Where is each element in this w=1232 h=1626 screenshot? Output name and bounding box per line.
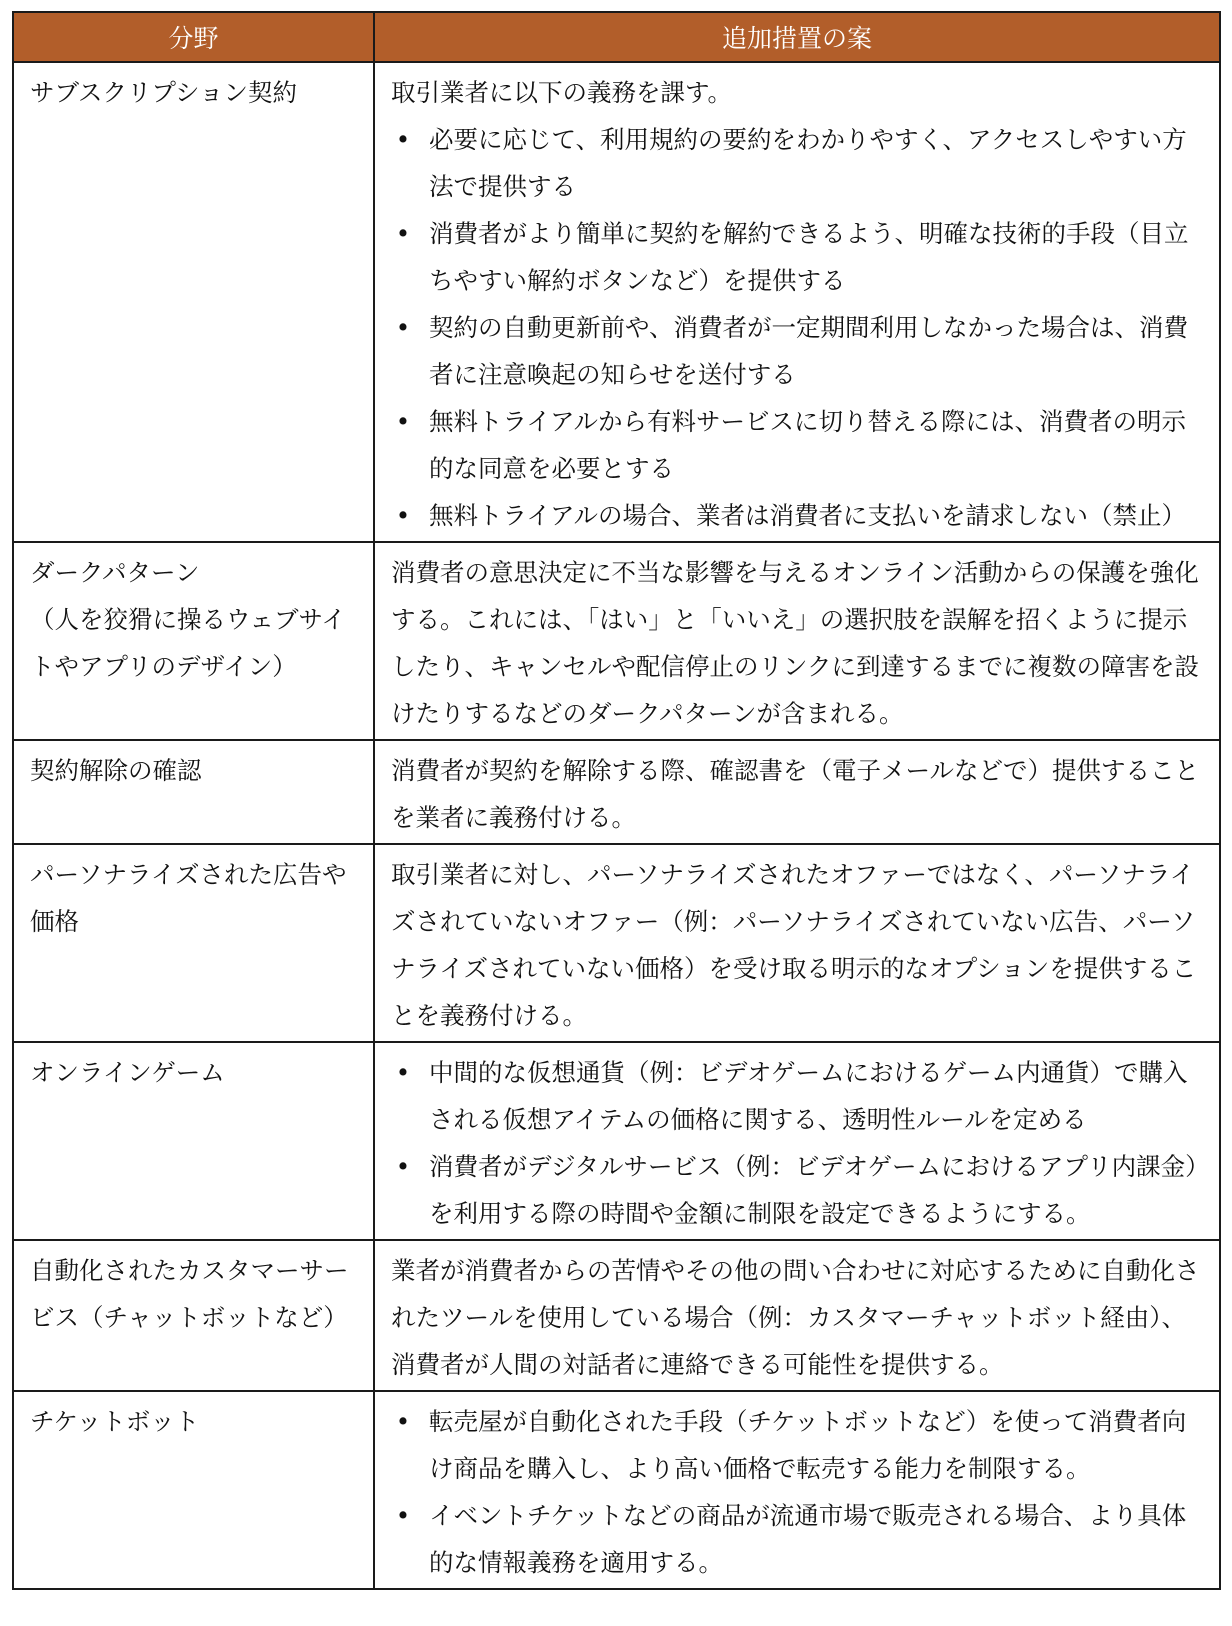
table-row bbox=[13, 1391, 1220, 1589]
list-item: • 無料トライアルの場合、業者は消費者に支払いを請求しない（禁止） bbox=[391, 492, 1207, 539]
list-item: • イベントチケットなどの商品が流通市場で販売される場合、より具体的な情報義務を適用する。 bbox=[391, 1492, 1207, 1586]
bullet-icon: • bbox=[395, 125, 411, 154]
table-row bbox=[13, 1042, 1220, 1240]
bullet-icon: • bbox=[395, 1407, 411, 1436]
bullet-icon: • bbox=[395, 407, 411, 436]
category-cell: オンラインゲーム bbox=[13, 1042, 374, 1240]
measure-cell bbox=[374, 1391, 1220, 1589]
header-measures: 追加措置の案 bbox=[374, 12, 1220, 62]
measure-intro: 取引業者に以下の義務を課す。 bbox=[391, 78, 733, 107]
list-item: • 転売屋が自動化された手段（チケットボットなど）を使って消費者向け商品を購入し、より高い価格で転売する能力を制限する。 bbox=[391, 1398, 1207, 1492]
category-cell: 契約解除の確認 bbox=[13, 740, 374, 844]
table-row bbox=[13, 740, 1220, 844]
measures-table bbox=[12, 11, 1221, 1590]
category-cell: チケットボット bbox=[13, 1391, 374, 1589]
list-item: • 消費者がデジタルサービス（例：ビデオゲームにおけるアプリ内課金）を利用する際の時間や金額に制限を設定できるようにする。 bbox=[391, 1143, 1207, 1237]
category-cell: パーソナライズされた広告や価格 bbox=[13, 844, 374, 1042]
list-item: • 無料トライアルから有料サービスに切り替える際には、消費者の明示的な同意を必要とする bbox=[391, 398, 1207, 492]
table-row bbox=[13, 542, 1220, 740]
table-header-row bbox=[13, 12, 1220, 62]
measure-list bbox=[391, 1398, 1207, 1586]
list-item: • 必要に応じて、利用規約の要約をわかりやすく、アクセスしやすい方法で提供する bbox=[391, 116, 1207, 210]
bullet-icon: • bbox=[395, 1501, 411, 1530]
bullet-icon: • bbox=[395, 1152, 411, 1181]
measure-cell: 業者が消費者からの苦情やその他の問い合わせに対応するために自動化されたツールを使用している場合（例：カスタマーチャットボット経由）、消費者が人間の対話者に連絡できる可能性を提供する。 bbox=[374, 1240, 1220, 1391]
bullet-icon: • bbox=[395, 219, 411, 248]
list-item: • 消費者がより簡単に契約を解約できるよう、明確な技術的手段（目立ちやすい解約ボタンなど）を提供する bbox=[391, 210, 1207, 304]
measure-cell bbox=[374, 62, 1220, 542]
measure-list bbox=[391, 116, 1207, 539]
table-row bbox=[13, 62, 1220, 542]
measure-cell: 消費者の意思決定に不当な影響を与えるオンライン活動からの保護を強化する。これには、「はい」と「いいえ」の選択肢を誤解を招くように提示したり、キャンセルや配信停止のリンクに到達するまでに複数の障害を設けたりするなどのダークパターンが含まれる。 bbox=[374, 542, 1220, 740]
table-row bbox=[13, 844, 1220, 1042]
bullet-icon: • bbox=[395, 501, 411, 530]
category-cell: サブスクリプション契約 bbox=[13, 62, 374, 542]
table-row bbox=[13, 1240, 1220, 1391]
measure-cell: 取引業者に対し、パーソナライズされたオファーではなく、パーソナライズされていないオファー（例：パーソナライズされていない広告、パーソナライズされていない価格）を受け取る明示的なオプションを提供することを義務付ける。 bbox=[374, 844, 1220, 1042]
bullet-icon: • bbox=[395, 1058, 411, 1087]
category-cell: 自動化されたカスタマーサービス（チャットボットなど） bbox=[13, 1240, 374, 1391]
measure-list bbox=[391, 1049, 1207, 1237]
list-item: • 契約の自動更新前や、消費者が一定期間利用しなかった場合は、消費者に注意喚起の知らせを送付する bbox=[391, 304, 1207, 398]
measure-cell: 消費者が契約を解除する際、確認書を（電子メールなどで）提供することを業者に義務付ける。 bbox=[374, 740, 1220, 844]
measure-cell bbox=[374, 1042, 1220, 1240]
header-category: 分野 bbox=[13, 12, 374, 62]
category-cell: ダークパターン （人を狡猾に操るウェブサイトやアプリのデザイン） bbox=[13, 542, 374, 740]
list-item: • 中間的な仮想通貨（例：ビデオゲームにおけるゲーム内通貨）で購入される仮想アイテムの価格に関する、透明性ルールを定める bbox=[391, 1049, 1207, 1143]
bullet-icon: • bbox=[395, 313, 411, 342]
